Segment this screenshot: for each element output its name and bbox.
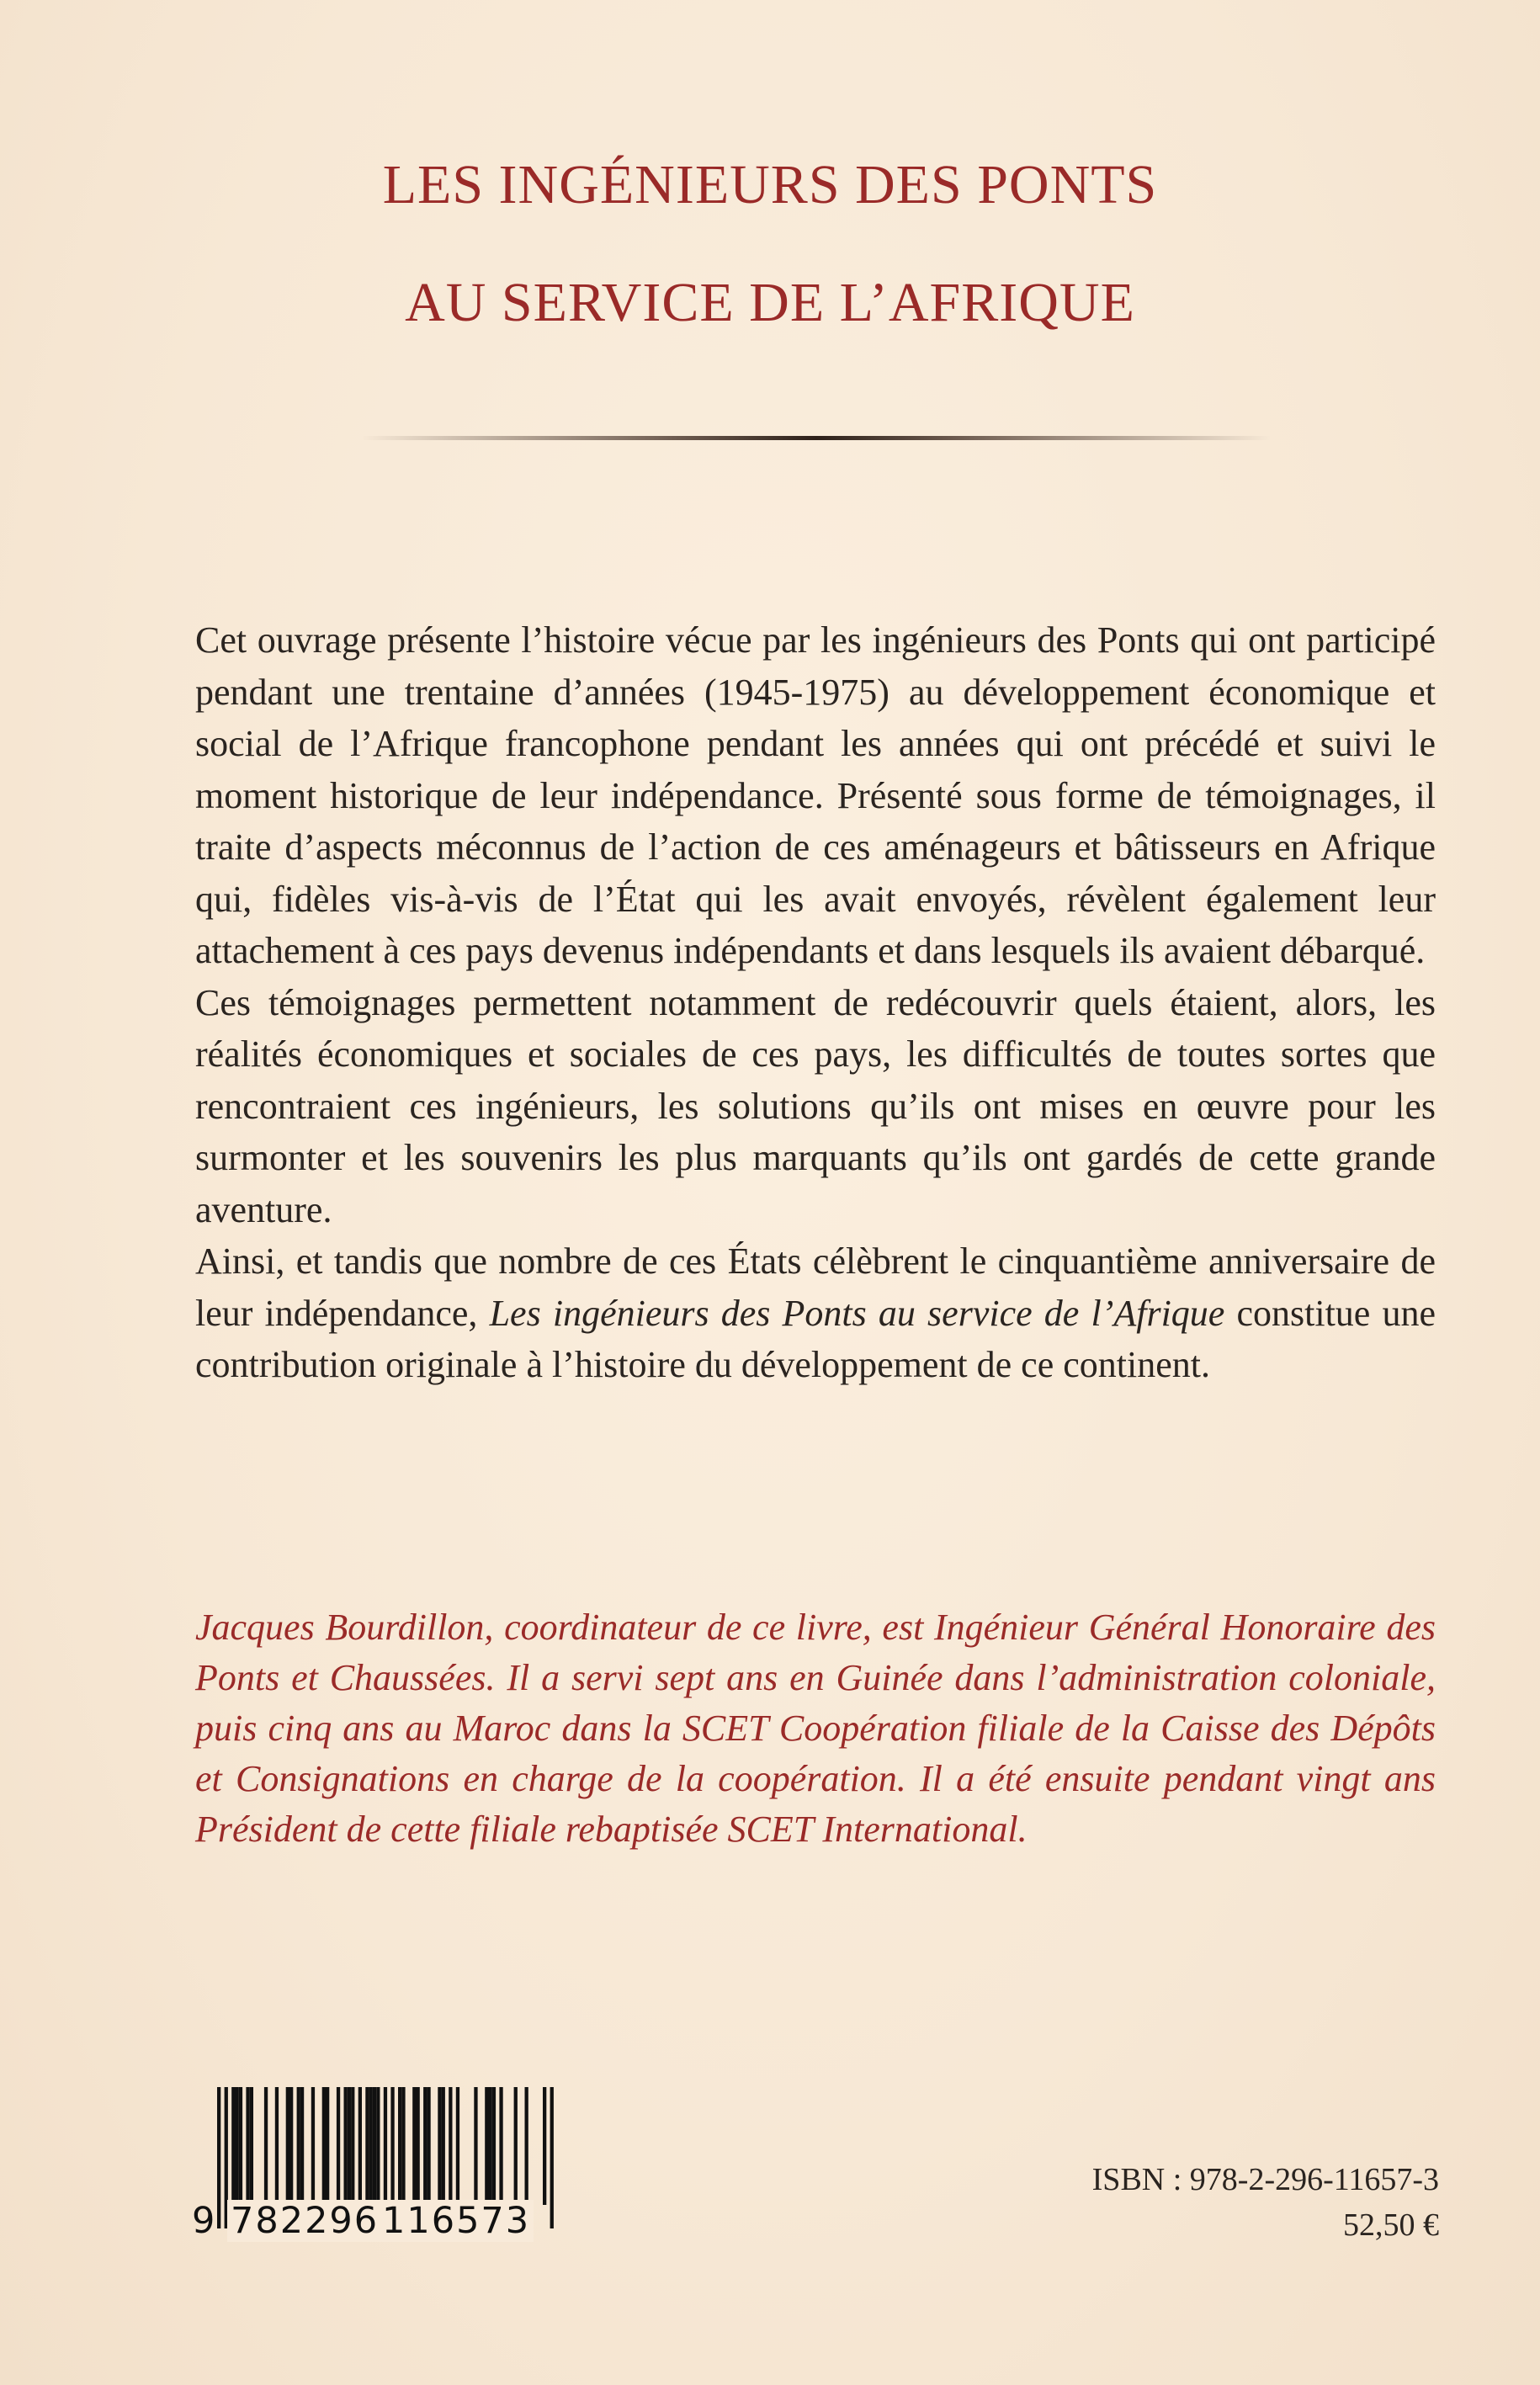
description-paragraph-1: Cet ouvrage présente l’histoire vécue par les ingénieurs des Ponts qui ont participé pendant une trentaine d’années (1945-1975) au développement économique et social de l’Afrique francophone pendant les années qui ont précédé et suivi le moment historique de leur indépendance. Présenté sous forme de témoignages, il traite d’aspects méconnus de l’action de ces aménageurs et bâtisseurs en Afrique qui, fidèles vis-à-vis de l’État qui les avait envoyés, révèlent également leur attachement à ces pays devenus indépendants et dans lesquels ils avaient débarqué.: [195, 619, 1436, 971]
barcode-bar: [369, 2087, 373, 2205]
barcode-bar: [239, 2087, 242, 2205]
barcode-bar: [337, 2087, 340, 2205]
barcode-bar: [300, 2087, 304, 2205]
barcode-bar: [427, 2087, 430, 2205]
book-title-italic: Les ingénieurs des Ponts au service de l’Afrique: [489, 1292, 1225, 1334]
barcode-bar: [264, 2087, 268, 2205]
barcode-bar: [525, 2087, 528, 2205]
book-description: [195, 614, 1436, 1391]
description-paragraph-3-start: Ainsi, et tandis que nombre de ces États célèbrent le cinquantième anniversaire de leur indépendance,: [195, 1240, 1436, 1334]
author-bio: [195, 1602, 1436, 1855]
barcode-bar: [311, 2087, 315, 2205]
author-bio-text: Jacques Bourdillon, coordinateur de ce livre, est Ingénieur Général Honoraire des Ponts et Chaussées. Il a servi sept ans en Guinée dans l’administration coloniale, puis cinq ans au Maroc dans la SCET Coopération filiale de la Caisse des Dépôts et Consignations en charge de la coopération. Il a été ensuite pendant vingt ans Président de cette filiale rebaptisée SCET International.: [195, 1607, 1436, 1850]
isbn: ISBN : 978-2-296-11657-3: [1091, 2162, 1439, 2197]
barcode-bar: [297, 2087, 300, 2205]
barcode-bar: [474, 2087, 477, 2205]
barcode-digit-first: 9: [192, 2200, 217, 2242]
title-line-1: LES INGÉNIEURS DES PONTS: [382, 154, 1158, 215]
barcode-bar: [358, 2087, 362, 2205]
barcode-bar: [326, 2087, 329, 2205]
description-paragraph-3: [195, 1235, 1436, 1391]
barcode-bar: [236, 2087, 239, 2205]
barcode-bar: [543, 2087, 546, 2205]
barcode-bar: [456, 2087, 459, 2205]
barcode-bar: [398, 2087, 401, 2205]
barcode-bar: [489, 2087, 492, 2205]
barcode-bar: [344, 2087, 348, 2205]
barcode-bar: [412, 2087, 416, 2205]
barcode-bar: [246, 2087, 249, 2205]
decorative-divider: [362, 436, 1271, 440]
barcode-bar: [376, 2087, 380, 2205]
description-paragraph-2: Ces témoignages permettent notamment de redécouvrir quels étaient, alors, les réalités économiques et sociales de ces pays, les difficultés de toutes sortes que rencontraient ces ingénieurs, les solutions qu’ils ont mises en œuvre pour les surmonter et les souvenirs les plus marquants qu’ils ont gardés de cette grande aventure.: [195, 981, 1436, 1230]
barcode-bar: [438, 2087, 441, 2205]
barcode-bar: [442, 2087, 445, 2205]
barcode-digits-right: 116573: [379, 2200, 534, 2242]
barcode-bar: [514, 2087, 518, 2205]
price: 52,50 €: [1343, 2207, 1439, 2243]
barcode-bar: [322, 2087, 326, 2205]
barcode-digits-left: 782296: [227, 2200, 382, 2242]
barcode-bar: [499, 2087, 502, 2205]
barcode-bar: [250, 2087, 253, 2205]
barcode-bar: [485, 2087, 488, 2205]
barcode-digits: [192, 2200, 566, 2250]
barcode-bar: [348, 2087, 351, 2205]
barcode-bar: [231, 2087, 235, 2205]
barcode-bar: [449, 2087, 452, 2205]
description-paragraph-3-end: constitue une contribution originale à l’histoire du développement de ce continent.: [195, 1292, 1436, 1385]
barcode-bar: [373, 2087, 376, 2205]
barcode-bar: [351, 2087, 354, 2205]
barcode-bar: [417, 2087, 420, 2205]
title-line-2: AU SERVICE DE L’AFRIQUE: [405, 272, 1135, 333]
barcode-bar: [286, 2087, 289, 2205]
barcode-bar: [275, 2087, 279, 2205]
barcode-bar: [289, 2087, 293, 2205]
barcode-bar: [365, 2087, 369, 2205]
barcode-bar: [401, 2087, 405, 2205]
barcode-bar: [423, 2087, 427, 2205]
barcode-bar: [492, 2087, 496, 2205]
